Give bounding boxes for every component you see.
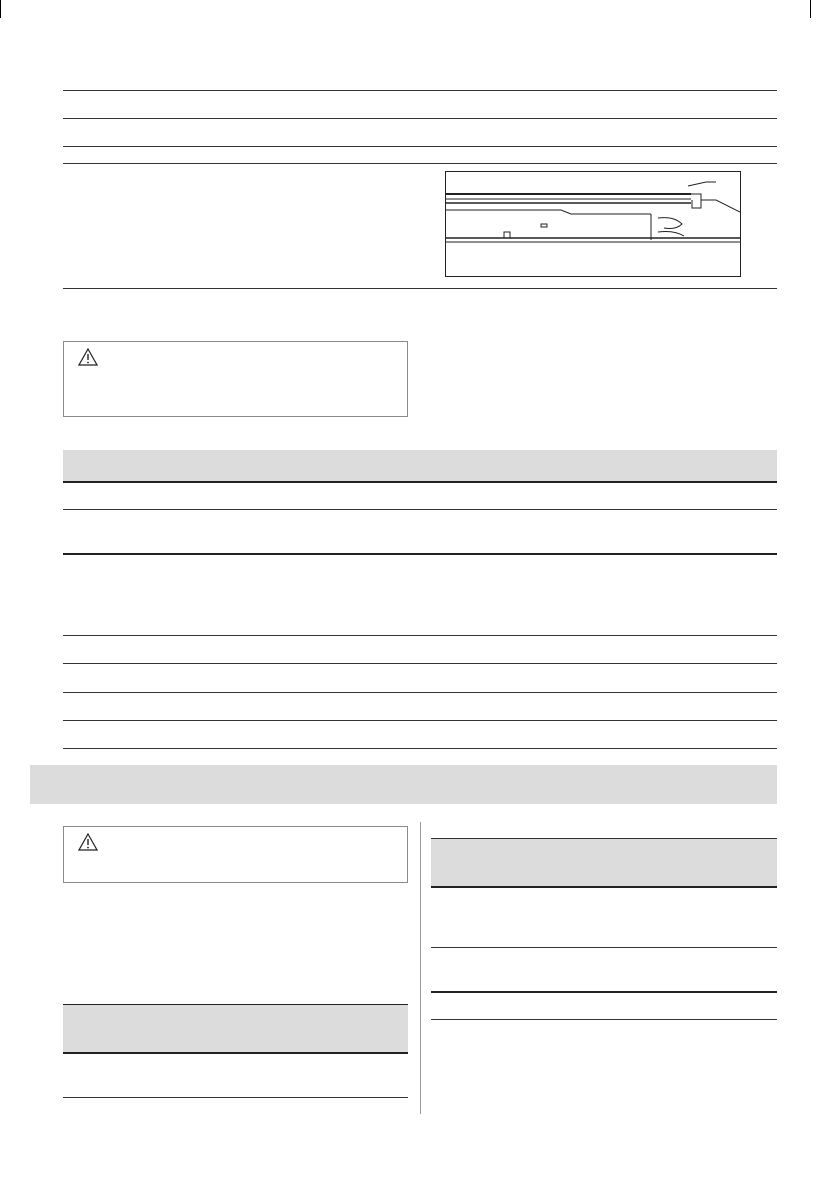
right-table-row-rule-3 <box>431 1019 777 1020</box>
table-rule-4 <box>63 163 777 164</box>
table-rule-2 <box>63 118 777 119</box>
table-row-rule-1 <box>63 509 777 510</box>
right-table-header-top-rule <box>431 838 777 839</box>
table-rule-3 <box>63 146 777 147</box>
table-row-rule-4 <box>63 663 777 664</box>
table-header-rule <box>63 481 777 483</box>
table-row-rule-7 <box>63 748 777 749</box>
crop-mark-top-left <box>0 0 1 18</box>
column-divider <box>420 822 421 1114</box>
crop-mark-top-right <box>810 0 811 18</box>
warning-box-1 <box>63 341 408 417</box>
table-row-rule-3 <box>63 635 777 636</box>
warning-triangle-icon <box>78 833 98 851</box>
left-table-header-band <box>63 1004 408 1052</box>
table-rule-5 <box>63 288 777 289</box>
table-rule-1 <box>63 90 777 91</box>
left-table-header-rule <box>63 1052 408 1054</box>
right-table-row-rule-1 <box>431 947 777 948</box>
right-table-row-rule-2 <box>431 991 777 993</box>
shelf-rail-illustration <box>445 171 741 277</box>
warning-box-2 <box>63 826 408 883</box>
right-table-header-rule <box>431 886 777 888</box>
right-table-header-band <box>431 838 777 886</box>
table-row-rule-6 <box>63 720 777 721</box>
table-row-rule-5 <box>63 692 777 693</box>
left-table-header-top-rule <box>63 1004 408 1005</box>
warning-triangle-icon <box>78 348 98 366</box>
left-table-bottom-rule <box>63 1097 408 1098</box>
shelf-rail-drawing <box>446 172 740 276</box>
table-row-rule-2 <box>63 553 777 555</box>
table-header-band <box>63 450 777 481</box>
section-heading-band <box>30 765 777 804</box>
